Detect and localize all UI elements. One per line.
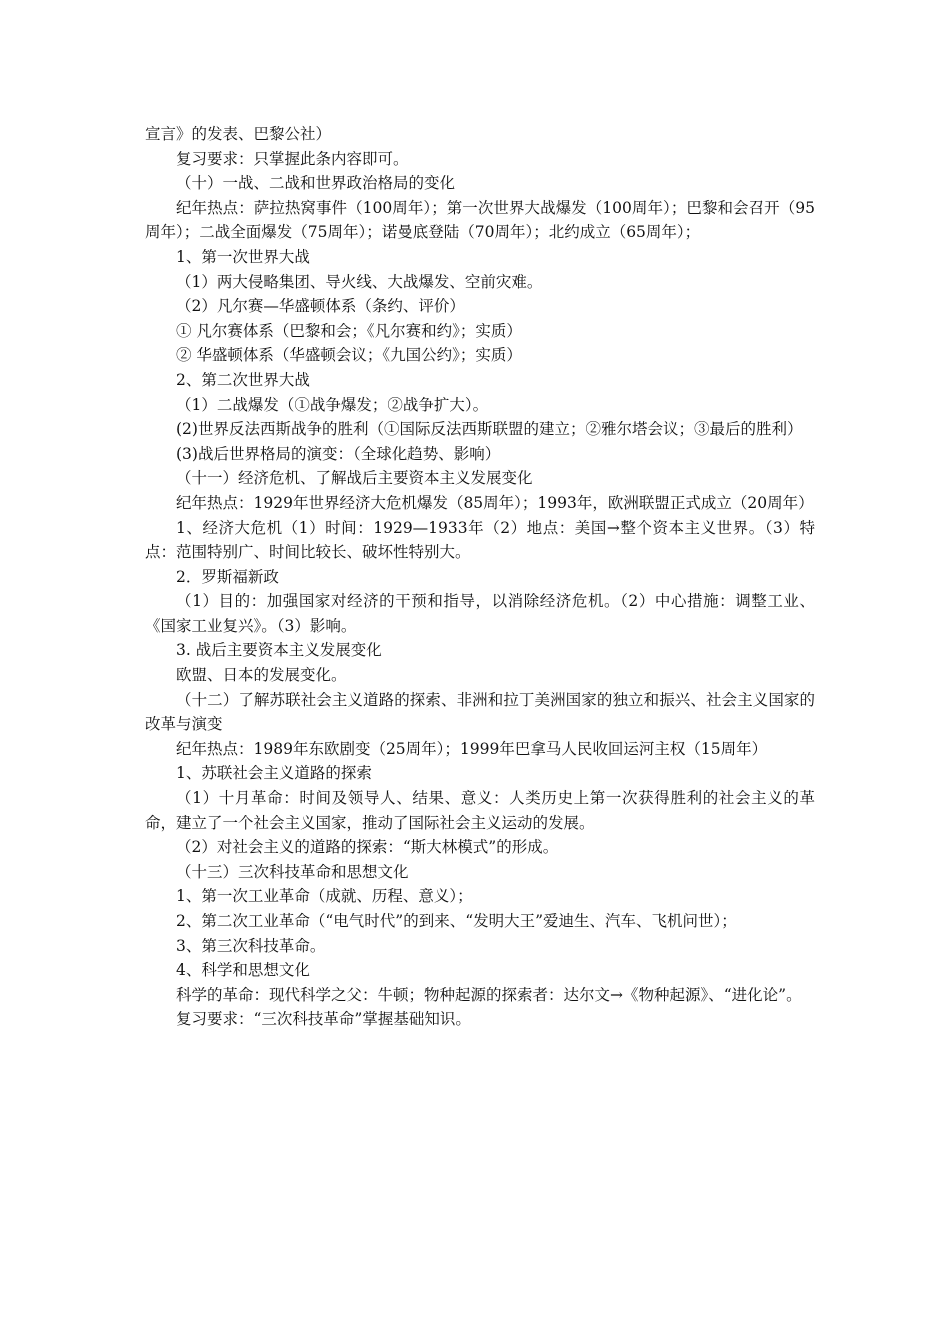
paragraph: （2）凡尔赛—华盛顿体系（条约、评价） xyxy=(176,297,465,316)
paragraph: （十）一战、二战和世界政治格局的变化 xyxy=(176,174,456,193)
paragraph: （十二）了解苏联社会主义道路的探索、非洲和拉丁美洲国家的独立和振兴、社会主义国家的改革与演变 xyxy=(145,690,815,734)
paragraph: 纪年热点：1989年东欧剧变（25周年）；1999年巴拿马人民收回运河主权（15周年） xyxy=(176,739,768,758)
paragraph: （1）十月革命：时间及领导人、结果、意义：人类历史上第一次获得胜利的社会主义的革命，建立了一个社会主义国家，推动了国际社会主义运动的发展。 xyxy=(145,789,815,832)
paragraph: （1）目的：加强国家对经济的干预和指导，以消除经济危机。（2）中心措施：调整工业、《国家工业复兴》。（3）影响。 xyxy=(145,592,815,635)
paragraph: (2)世界反法西斯战争的胜利（①国际反法西斯联盟的建立；②雅尔塔会议；③最后的胜利） xyxy=(176,420,803,439)
paragraph: 纪年热点：1929年世界经济大危机爆发（85周年）；1993年，欧洲联盟正式成立（20周年） xyxy=(176,493,814,512)
paragraph: ② 华盛顿体系（华盛顿会议；《九国公约》；实质） xyxy=(176,346,522,365)
paragraph: 欧盟、日本的发展变化。 xyxy=(176,666,347,685)
paragraph: 1、第一次世界大战 xyxy=(176,247,310,266)
paragraph: 复习要求：“三次科技革命”掌握基础知识。 xyxy=(176,1010,471,1029)
paragraph: （2）对社会主义的道路的探索：“斯大林模式”的形成。 xyxy=(176,838,559,857)
paragraph: （1）两大侵略集团、导火线、大战爆发、空前灾难。 xyxy=(176,272,543,291)
paragraph: 2、第二次世界大战 xyxy=(176,370,310,389)
paragraph: ① 凡尔赛体系（巴黎和会；《凡尔赛和约》；实质） xyxy=(176,321,522,340)
paragraph: 1、经济大危机（1）时间：1929—1933年（2）地点：美国→整个资本主义世界。（3）特点：范围特别广、时间比较长、破坏性特别大。 xyxy=(145,518,815,562)
document-body xyxy=(145,122,815,1032)
paragraph: 3、第三次科技革命。 xyxy=(176,936,326,955)
paragraph: 宣言》的发表、巴黎公社） xyxy=(145,125,332,143)
paragraph: 复习要求：只掌握此条内容即可。 xyxy=(176,149,409,168)
paragraph: 1、第一次工业革命（成就、历程、意义）； xyxy=(176,887,473,906)
paragraph: 1、苏联社会主义道路的探索 xyxy=(176,764,372,783)
paragraph: 科学的革命：现代科学之父：牛顿；物种起源的探索者：达尔文→《物种起源》、“进化论”。 xyxy=(176,985,802,1004)
paragraph: 4、科学和思想文化 xyxy=(176,961,310,980)
paragraph: （十一）经济危机、了解战后主要资本主义发展变化 xyxy=(176,469,533,488)
paragraph: 3. 战后主要资本主义发展变化 xyxy=(176,641,382,660)
paragraph: 2、第二次工业革命（“电气时代”的到来、“发明大王”爱迪生、汽车、飞机问世）； xyxy=(176,912,737,930)
paragraph: 2．罗斯福新政 xyxy=(176,567,279,586)
paragraph: (3)战后世界格局的演变：（全球化趋势、影响） xyxy=(176,444,501,463)
paragraph: （1）二战爆发（①战争爆发；②战争扩大）。 xyxy=(176,395,489,414)
paragraph: （十三）三次科技革命和思想文化 xyxy=(176,862,409,881)
paragraph: 纪年热点：萨拉热窝事件（100周年）；第一次世界大战爆发（100周年）；巴黎和会召开（95周年）；二战全面爆发（75周年）；诺曼底登陆（70周年）；北约成立（65周年）； xyxy=(145,198,815,242)
